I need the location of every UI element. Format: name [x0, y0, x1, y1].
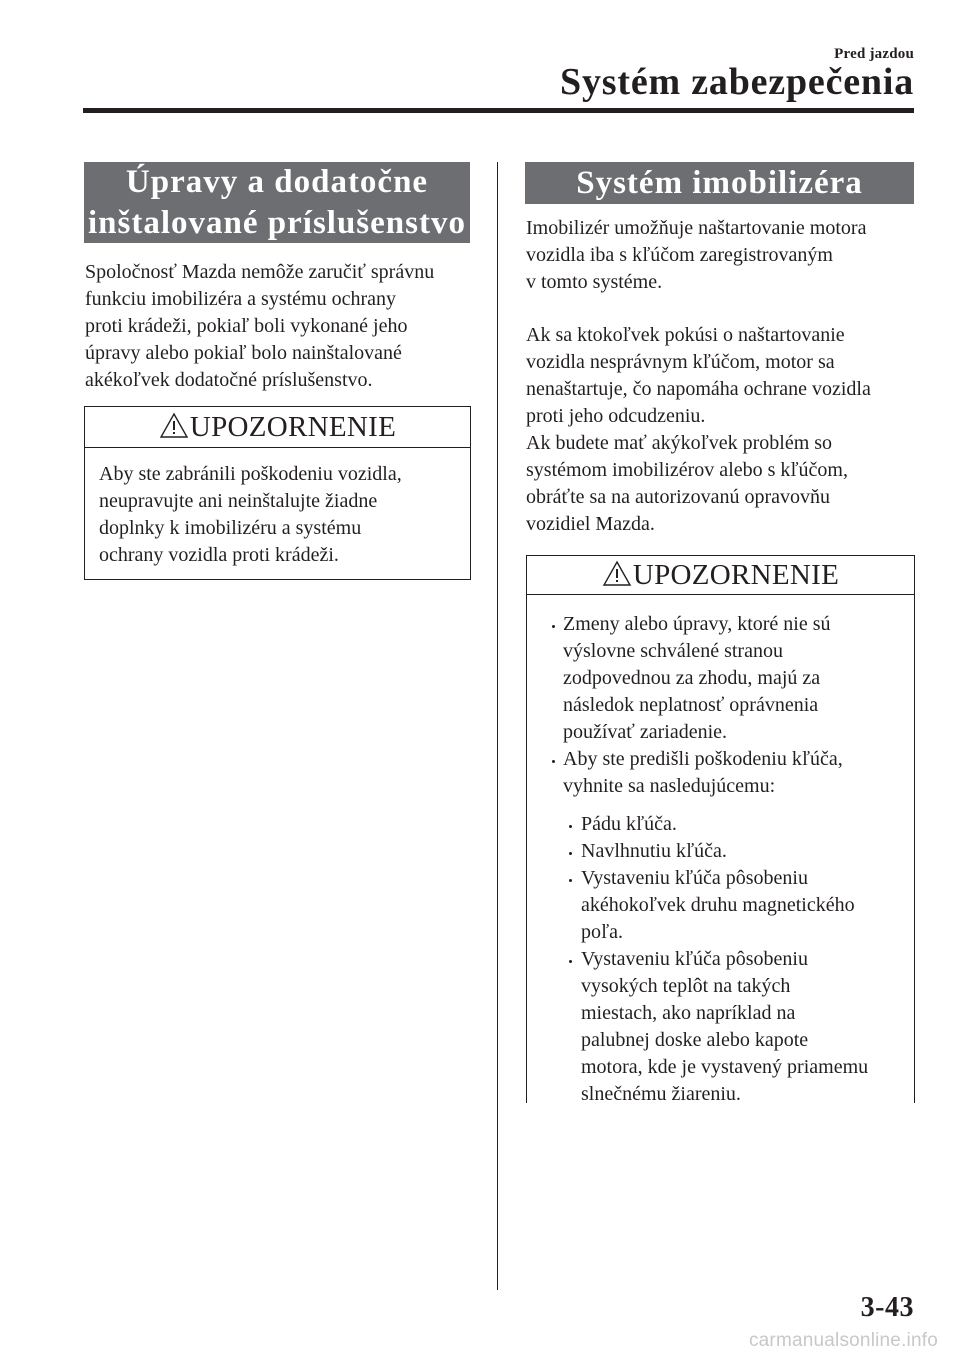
text-line: slnečnému žiareniu. — [581, 1083, 741, 1105]
watermark: carmanualsonline.info — [748, 1330, 938, 1351]
sub-list-item — [581, 838, 727, 865]
text-line: v tomto systéme. — [526, 271, 663, 293]
column-divider — [497, 162, 498, 1290]
right-paragraph-1 — [526, 215, 866, 296]
text-line: miestach, ako napríklad na — [581, 1002, 796, 1024]
bullet-dot — [569, 960, 572, 963]
text-line: Navlhnutiu kľúča. — [581, 840, 727, 862]
bullet-dot — [569, 825, 572, 828]
right-paragraph-2 — [526, 322, 871, 538]
left-heading — [84, 162, 470, 243]
text-line: vyhnite sa nasledujúcemu: — [563, 775, 776, 797]
text-line: Ak sa ktokoľvek pokúsi o naštartovanie — [526, 324, 845, 346]
right-caution-box — [526, 555, 915, 1103]
bullet-dot — [552, 625, 555, 628]
text-line: Vystaveniu kľúča pôsobeniu — [581, 867, 808, 889]
text-line: následok neplatnosť oprávnenia — [563, 694, 819, 716]
text-line: vozidiel Mazda. — [526, 513, 655, 535]
bullet-dot — [552, 760, 555, 763]
warning-triangle-icon — [602, 560, 632, 587]
page-number: 3-43 — [860, 1292, 914, 1323]
text-line: Zmeny alebo úpravy, ktoré nie sú — [563, 613, 831, 635]
text-line: ochrany vozidla proti krádeži. — [99, 544, 339, 566]
text-line: Aby ste zabránili poškodeniu vozidla, — [99, 463, 402, 485]
caution-title-text: UPOZORNENIE — [189, 410, 397, 443]
caution-title — [85, 407, 470, 448]
header-rule — [83, 108, 914, 113]
caution-text — [99, 461, 402, 569]
text-line: akékoľvek dodatočné príslušenstvo. — [85, 369, 373, 391]
warning-triangle-icon — [159, 412, 189, 439]
sub-list-item — [581, 865, 855, 946]
text-line: motora, kde je vystavený priamemu — [581, 1056, 869, 1078]
text-line: Ak budete mať akýkoľvek problém so — [526, 432, 833, 454]
list-item — [563, 611, 831, 746]
header-section-label: Pred jazdou — [834, 46, 914, 62]
text-line: Pádu kľúča. — [581, 813, 677, 835]
text-line: zodpovednou za zhodu, majú za — [563, 667, 821, 689]
text-line: Vystaveniu kľúča pôsobeniu — [581, 948, 808, 970]
left-heading-line-2: inštalované príslušenstvo — [88, 205, 466, 241]
text-line: výslovne schválené stranou — [563, 640, 783, 662]
left-caution-box — [84, 406, 471, 580]
text-line: vozidla nesprávnym kľúčom, motor sa — [526, 351, 835, 373]
left-heading-line-1: Úpravy a dodatočne — [125, 164, 429, 200]
text-line: funkciu imobilizéra a systému ochrany — [85, 288, 397, 310]
text-line: Spoločnosť Mazda nemôže zaručiť správnu — [85, 261, 435, 283]
text-line: obráťte sa na autorizovanú opravovňu — [526, 486, 830, 508]
text-line: doplnky k imobilizéru a systému — [99, 517, 362, 539]
list-item — [563, 746, 843, 800]
sub-list-item — [581, 811, 677, 838]
right-heading: Systém imobilizéra — [525, 162, 914, 204]
text-line: nenaštartuje, čo napomáha ochrane vozidla — [526, 378, 871, 400]
caution-title — [527, 556, 914, 595]
text-line: palubnej doske alebo kapote — [581, 1029, 809, 1051]
text-line: vysokých teplôt na takých — [581, 975, 791, 997]
page-title: Systém zabezpečenia — [560, 61, 914, 103]
bullet-dot — [569, 852, 572, 855]
sub-list-item — [581, 946, 868, 1108]
bullet-dot — [569, 879, 572, 882]
text-line: systémom imobilizérov alebo s kľúčom, — [526, 459, 848, 481]
text-line: proti jeho odcudzeniu. — [526, 405, 706, 427]
caution-title-text: UPOZORNENIE — [632, 558, 840, 591]
text-line: Aby ste predišli poškodeniu kľúča, — [563, 748, 843, 770]
text-line: úpravy alebo pokiaľ bolo nainštalované — [85, 342, 402, 364]
text-line: poľa. — [581, 921, 624, 943]
left-paragraph — [85, 259, 434, 394]
text-line: Imobilizér umožňuje naštartovanie motora — [526, 217, 867, 239]
text-line: akéhokoľvek druhu magnetického — [581, 894, 855, 916]
text-line: vozidla iba s kľúčom zaregistrovaným — [526, 244, 833, 266]
text-line: neupravujte ani neinštalujte žiadne — [99, 490, 378, 512]
text-line: používať zariadenie. — [563, 721, 728, 743]
text-line: proti krádeži, pokiaľ boli vykonané jeho — [85, 315, 408, 337]
